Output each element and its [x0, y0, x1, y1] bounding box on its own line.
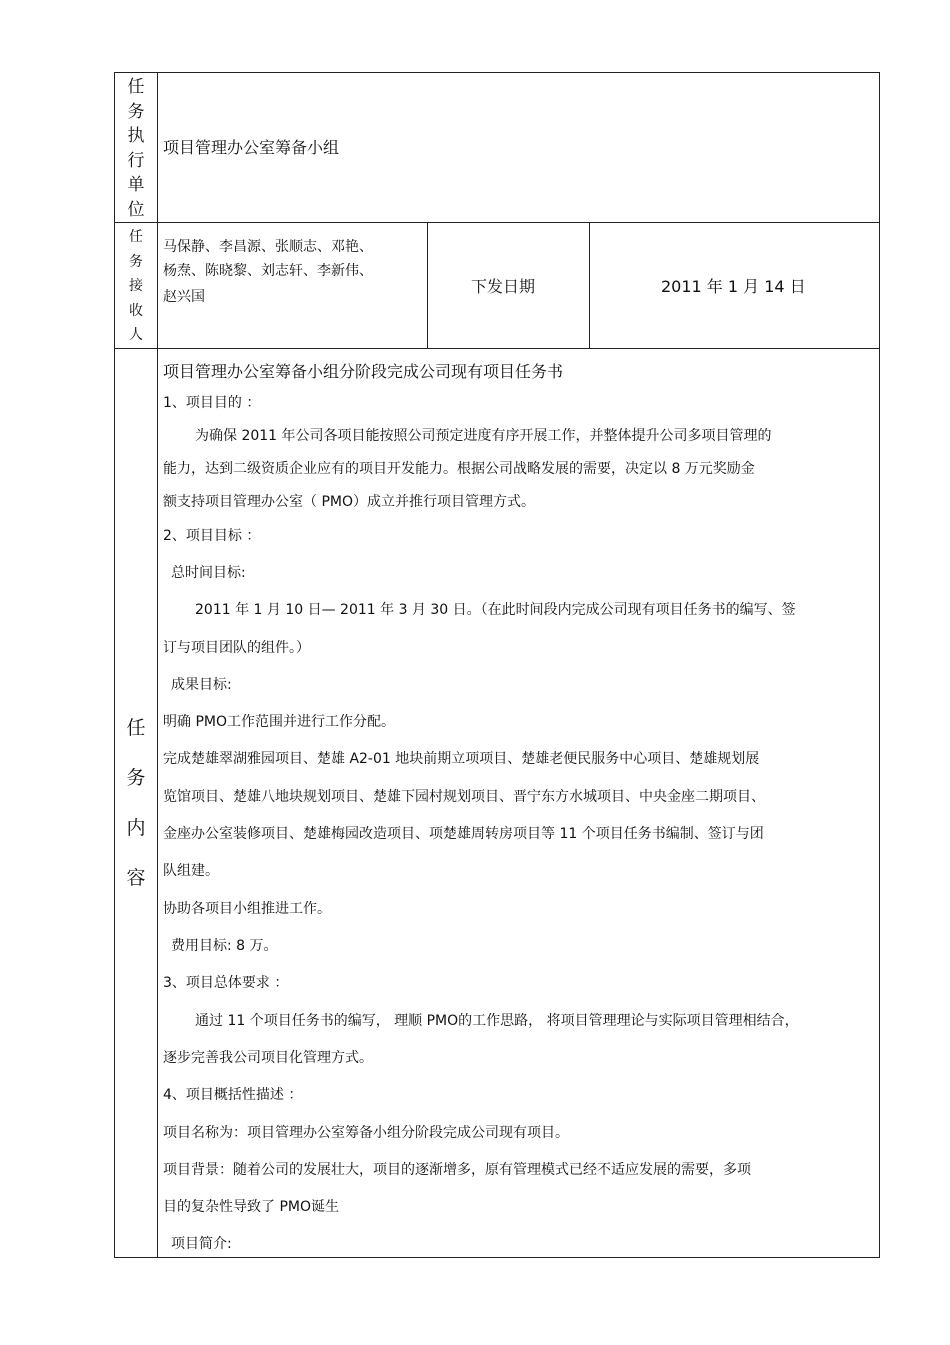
task-executor-label: 任 务 执 行 单 位 — [127, 77, 145, 220]
content-line: 逐步完善我公司项目化管理方式。 — [163, 1050, 373, 1066]
content-line: 览馆项目、楚雄八地块规划项目、楚雄下园村规划项目、晋宁东方水城项目、中央金座二期项目、 — [163, 789, 765, 805]
content-line: 3、项目总体要求 ： — [163, 975, 289, 991]
column-divider — [589, 222, 590, 348]
content-line: 协助各项目小组推进工作。 — [163, 901, 331, 917]
content-line: 通过 11 个项目任务书的编写， 理顺 PMO的工作思路， 将项目管理理论与实际项目管理相结合， — [195, 1013, 799, 1029]
task-receiver-label: 任 务 接 收 人 — [129, 229, 143, 343]
content-line: 项目背景：随着公司的发展壮大，项目的逐渐增多，原有管理模式已经不适应发展的需要，多项 — [163, 1162, 751, 1178]
content-line: 队组建。 — [163, 863, 219, 879]
content-line: 完成楚雄翠湖雅园项目、楚雄 A2-01 地块前期立项项目、楚雄老便民服务中心项目、楚雄规划展 — [163, 751, 760, 767]
task-content-label: 任 务 内 容 — [126, 717, 146, 889]
row-divider — [115, 222, 879, 223]
content-line: 费用目标: 8 万。 — [171, 938, 278, 954]
content-line: 2011 年 1 月 10 日— 2011 年 3 月 30 日。（在此时间段内完成公司现有项目任务书的编写、签 — [195, 602, 796, 618]
content-line: 金座办公室装修项目、楚雄梅园改造项目、项楚雄周转房项目等 11 个项目任务书编制、签订与团 — [163, 826, 764, 842]
content-line: 项目名称为：项目管理办公室筹备小组分阶段完成公司现有项目。 — [163, 1125, 569, 1141]
task-executor-value: 项目管理办公室筹备小组 — [163, 138, 340, 157]
column-divider — [157, 73, 158, 1257]
content-line: 2、项目目标 ： — [163, 528, 261, 544]
content-line: 总时间目标: — [171, 565, 246, 581]
row-divider — [115, 348, 879, 349]
issue-date-value: 2011 年 1 月 14 日 — [661, 277, 806, 296]
content-line: 为确保 2011 年公司各项目能按照公司预定进度有序开展工作，并整体提升公司多项目管理的 — [195, 428, 772, 444]
content-line: 目的复杂性导致了 PMO诞生 — [163, 1199, 339, 1215]
receiver-names-line: 马保静、李昌源、张顺志、邓艳、 — [163, 239, 373, 255]
content-line: 订与项目团队的组件。） — [163, 640, 310, 656]
content-line: 4、项目概括性描述 ： — [163, 1087, 303, 1103]
content-line: 额支持项目管理办公室（ PMO）成立并推行项目管理方式。 — [163, 494, 535, 510]
column-divider — [427, 222, 428, 348]
content-line: 项目简介: — [171, 1236, 232, 1252]
task-content-title: 项目管理办公室筹备小组分阶段完成公司现有项目任务书 — [163, 362, 564, 381]
content-line: 成果目标: — [171, 677, 232, 693]
issue-date-label: 下发日期 — [471, 277, 536, 296]
content-line: 1、项目目的 ： — [163, 395, 261, 411]
content-line: 明确 PMO工作范围并进行工作分配。 — [163, 714, 395, 730]
content-line: 能力，达到二级资质企业应有的项目开发能力。根据公司战略发展的需要，决定以 8 万元奖励金 — [163, 461, 755, 477]
receiver-names-line: 杨焘、陈晓黎、刘志轩、李新伟、 — [163, 263, 373, 279]
receiver-names-line: 赵兴国 — [163, 289, 205, 305]
task-table — [114, 72, 880, 1258]
